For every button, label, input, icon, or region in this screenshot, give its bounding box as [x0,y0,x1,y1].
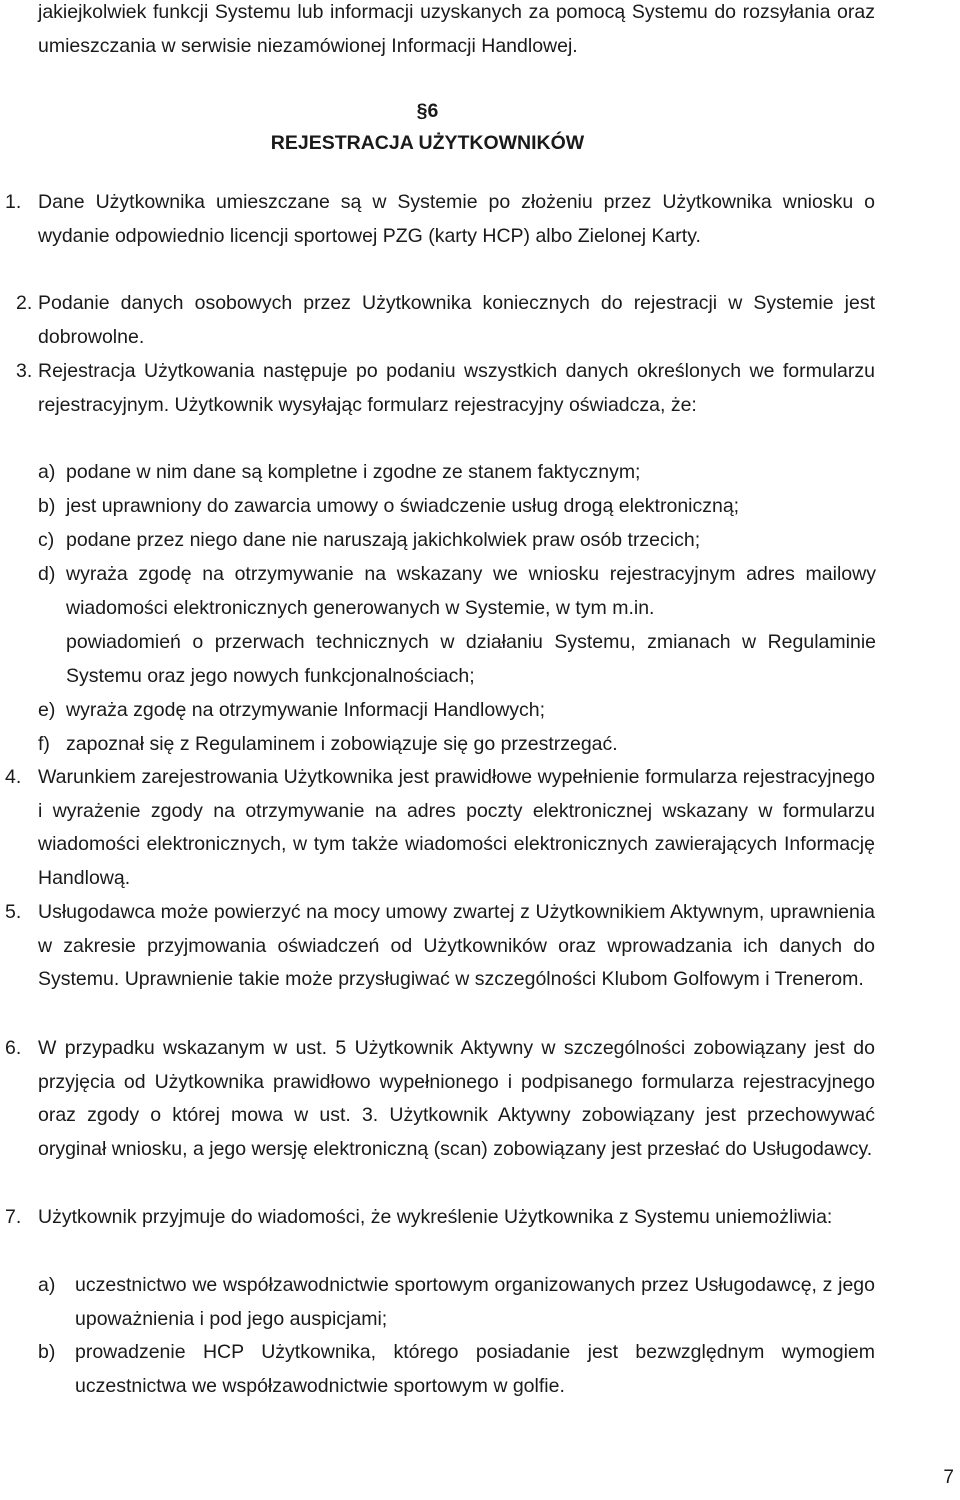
subitem-letter: e) [38,699,56,721]
list-item: Usługodawca może powierzyć na mocy umowy zwartej z Użytkownikiem Aktywnym, uprawnienia w zakresie przyjmowania oświadczeń od Użytkowników oraz wprowadzania ich danych do Systemu. Uprawnienie takie może przysługiwać w szczególności Klubom Golfowym i Trenerom. [38,901,875,990]
subitem-letter: b) [38,495,56,517]
list-item: W przypadku wskazanym w ust. 5 Użytkownik Aktywny w szczególności zobowiązany jest do przyjęcia od Użytkownika prawidłowo wypełnionego i podpisanego formularza rejestracyjnego oraz zgody o której mowa w ust. 3. Użytkownik Aktywny zobowiązany jest przechowywać oryginał wniosku, a jego wersję elektroniczną (scan) zobowiązany jest przesłać do Usługodawcy. [38,1037,875,1160]
item-number: 4. [5,766,22,788]
intro-paragraph: jakiejkolwiek funkcji Systemu lub informacji uzyskanych za pomocą Systemu do rozsyłania oraz umieszczania w serwisie niezamówionej Informacji Handlowej. [38,1,875,57]
subitem: wyraża zgodę na otrzymywanie Informacji Handlowych; [66,699,546,721]
subitem-letter: f) [38,733,50,755]
subitem: jest uprawniony do zawarcia umowy o świadczenie usług drogą elektroniczną; [66,495,740,517]
subitem-continuation: powiadomień o przerwach technicznych w działaniu Systemu, zmianach w Regulaminie Systemu oraz jego nowych funkcjonalnościach; [66,631,876,687]
subitem: podane przez niego dane nie naruszają jakichkolwiek praw osób trzecich; [66,529,701,551]
subitem: zapoznał się z Regulaminem i zobowiązuje się go przestrzegać. [66,733,618,755]
subitem: wyraża zgodę na otrzymywanie na wskazany we wniosku rejestracyjnym adres mailowy wiadomości elektronicznych generowanych w Systemie, w tym m.in. [66,563,876,619]
subitem-letter: b) [38,1341,56,1363]
item-number: 5. [5,901,22,923]
item-number: 1. [5,191,22,213]
subitem-letter: a) [38,461,56,483]
list-item: Dane Użytkownika umieszczane są w Systemie po złożeniu przez Użytkownika wniosku o wydanie odpowiednio licencji sportowej PZG (karty HCP) albo Zielonej Karty. [38,191,875,247]
item-number: 2. [16,292,33,314]
section-number: §6 [416,100,439,122]
list-item: Podanie danych osobowych przez Użytkownika koniecznych do rejestracji w Systemie jest dobrowolne. [38,292,875,348]
subitem-letter: c) [38,529,55,551]
subitem: uczestnictwo we współzawodnictwie sportowym organizowanych przez Usługodawcę, z jego upoważnienia i pod jego auspicjami; [75,1274,875,1330]
list-item: Rejestracja Użytkowania następuje po podaniu wszystkich danych określonych we formularzu rejestracyjnym. Użytkownik wysyłając formularz rejestracyjny oświadcza, że: [38,360,875,416]
page-number: 7 [943,1467,954,1488]
item-number: 6. [5,1037,22,1059]
subitem-letter: a) [38,1274,56,1296]
section-title: REJESTRACJA UŻYTKOWNIKÓW [270,132,585,154]
subitem: prowadzenie HCP Użytkownika, którego posiadanie jest bezwzględnym wymogiem uczestnictwa we współzawodnictwie sportowym w golfie. [75,1341,875,1397]
subitem: podane w nim dane są kompletne i zgodne ze stanem faktycznym; [66,461,641,483]
list-item: Warunkiem zarejestrowania Użytkownika jest prawidłowe wypełnienie formularza rejestracyjnego i wyrażenie zgody na otrzymywanie na adres poczty elektronicznej wskazany w formularzu wiadomości elektronicznych, w tym także wiadomości elektronicznych zawierających Informację Handlową. [38,766,875,889]
subitem-letter: d) [38,563,56,585]
item-number: 7. [5,1206,22,1228]
item-number: 3. [16,360,33,382]
list-item: Użytkownik przyjmuje do wiadomości, że wykreślenie Użytkownika z Systemu uniemożliwia: [38,1206,833,1228]
